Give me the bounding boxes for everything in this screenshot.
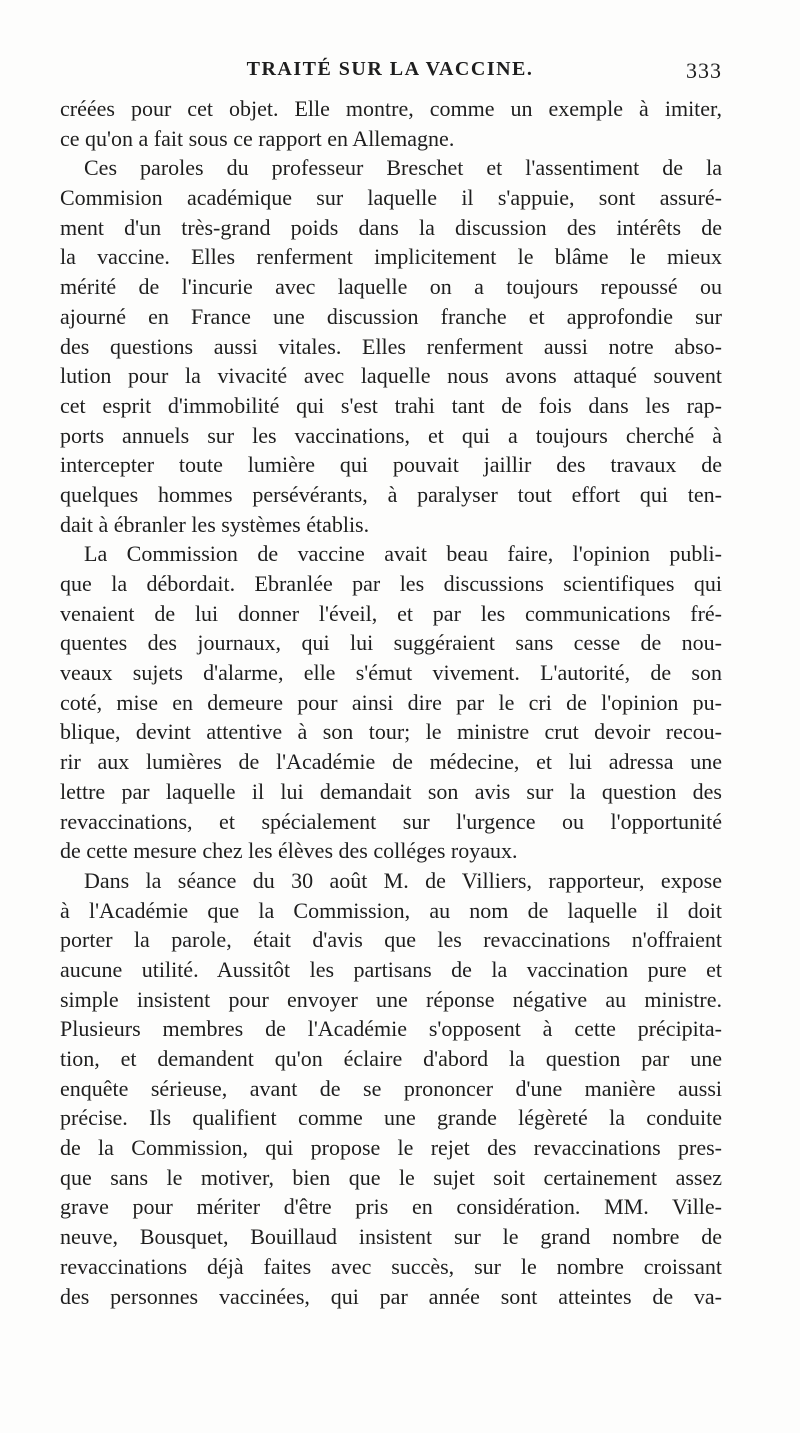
text-line: ports annuels sur les vaccinations, et qui a toujours cherché à <box>60 422 722 448</box>
text-line: précise. Ils qualifient comme une grande légèreté la conduite <box>60 1105 722 1131</box>
text-line: blique, devint attentive à son tour; le ministre crut devoir recou- <box>60 719 722 745</box>
text-line: Plusieurs membres de l'Académie s'opposent à cette précipita- <box>60 1016 722 1042</box>
body-text <box>60 94 722 1311</box>
text-line: Commision académique sur laquelle il s'appuie, sont assuré- <box>60 185 722 211</box>
text-line: créées pour cet objet. Elle montre, comme un exemple à imiter, <box>60 96 722 121</box>
text-line: lettre par laquelle il lui demandait son avis sur la question des <box>60 778 722 804</box>
text-line: veaux sujets d'alarme, elle s'émut vivement. L'autorité, de son <box>60 660 722 686</box>
text-line: tion, et demandent qu'on éclaire d'abord la question par une <box>60 1046 722 1071</box>
text-line: la vaccine. Elles renferment implicitement le blâme le mieux <box>60 244 722 270</box>
text-line: à l'Académie que la Commission, au nom de laquelle il doit <box>60 897 722 923</box>
running-title: TRAITÉ SUR LA VACCINE. <box>246 58 534 80</box>
text-line: cet esprit d'immobilité qui s'est trahi tant de fois dans les rap- <box>60 392 722 418</box>
text-line: revaccinations déjà faites avec succès, sur le nombre croissant <box>60 1253 722 1279</box>
text-line: revaccinations, et spécialement sur l'urgence ou l'opportunité <box>60 808 722 834</box>
text-line: lution pour la vivacité avec laquelle nous avons attaqué souvent <box>60 363 722 389</box>
text-line: de cette mesure chez les élèves des colléges royaux. <box>60 838 518 864</box>
text-line: mérité de l'incurie avec laquelle on a toujours repoussé ou <box>60 274 722 300</box>
text-line: ce qu'on a fait sous ce rapport en Allemagne. <box>60 125 455 151</box>
text-line: des questions aussi vitales. Elles renferment aussi notre abso- <box>60 333 722 359</box>
text-line: des personnes vaccinées, qui par année sont atteintes de va- <box>60 1283 722 1309</box>
text-line: enquête sérieuse, avant de se prononcer d'une manière aussi <box>60 1075 722 1101</box>
text-line: simple insistent pour envoyer une réponse négative au ministre. <box>60 986 722 1012</box>
text-line: venaient de lui donner l'éveil, et par les communications fré- <box>60 600 722 626</box>
text-line: rir aux lumières de l'Académie de médecine, et lui adressa une <box>60 749 722 775</box>
text-line: ment d'un très-grand poids dans la discussion des intérêts de <box>60 214 722 240</box>
text-line: de la Commission, qui propose le rejet des revaccinations pres- <box>60 1135 722 1161</box>
text-line: Dans la séance du 30 août M. de Villiers, rapporteur, expose <box>84 867 722 893</box>
text-line: La Commission de vaccine avait beau faire, l'opinion publi- <box>84 541 722 567</box>
page-number: 333 <box>686 58 722 83</box>
text-line: neuve, Bousquet, Bouillaud insistent sur le grand nombre de <box>60 1224 722 1250</box>
text-line: quelques hommes persévérants, à paralyser tout effort qui ten- <box>60 481 722 507</box>
page-header <box>60 58 720 90</box>
text-line: quentes des journaux, qui lui suggéraient sans cesse de nou- <box>60 630 722 656</box>
text-line: coté, mise en demeure pour ainsi dire par le cri de l'opinion pu- <box>60 689 722 715</box>
text-line: que sans le motiver, bien que le sujet soit certainement assez <box>60 1164 722 1190</box>
text-line: dait à ébranler les systèmes établis. <box>60 511 370 537</box>
text-line: que la débordait. Ebranlée par les discussions scientifiques qui <box>60 571 722 596</box>
text-line: intercepter toute lumière qui pouvait jaillir des travaux de <box>60 452 722 478</box>
text-line: grave pour mériter d'être pris en considération. MM. Ville- <box>60 1194 722 1220</box>
text-line: ajourné en France une discussion franche et approfondie sur <box>60 303 722 329</box>
text-line: aucune utilité. Aussitôt les partisans de la vaccination pure et <box>60 956 722 982</box>
text-line: Ces paroles du professeur Breschet et l'assentiment de la <box>84 155 722 181</box>
text-line: porter la parole, était d'avis que les revaccinations n'offraient <box>60 927 722 953</box>
